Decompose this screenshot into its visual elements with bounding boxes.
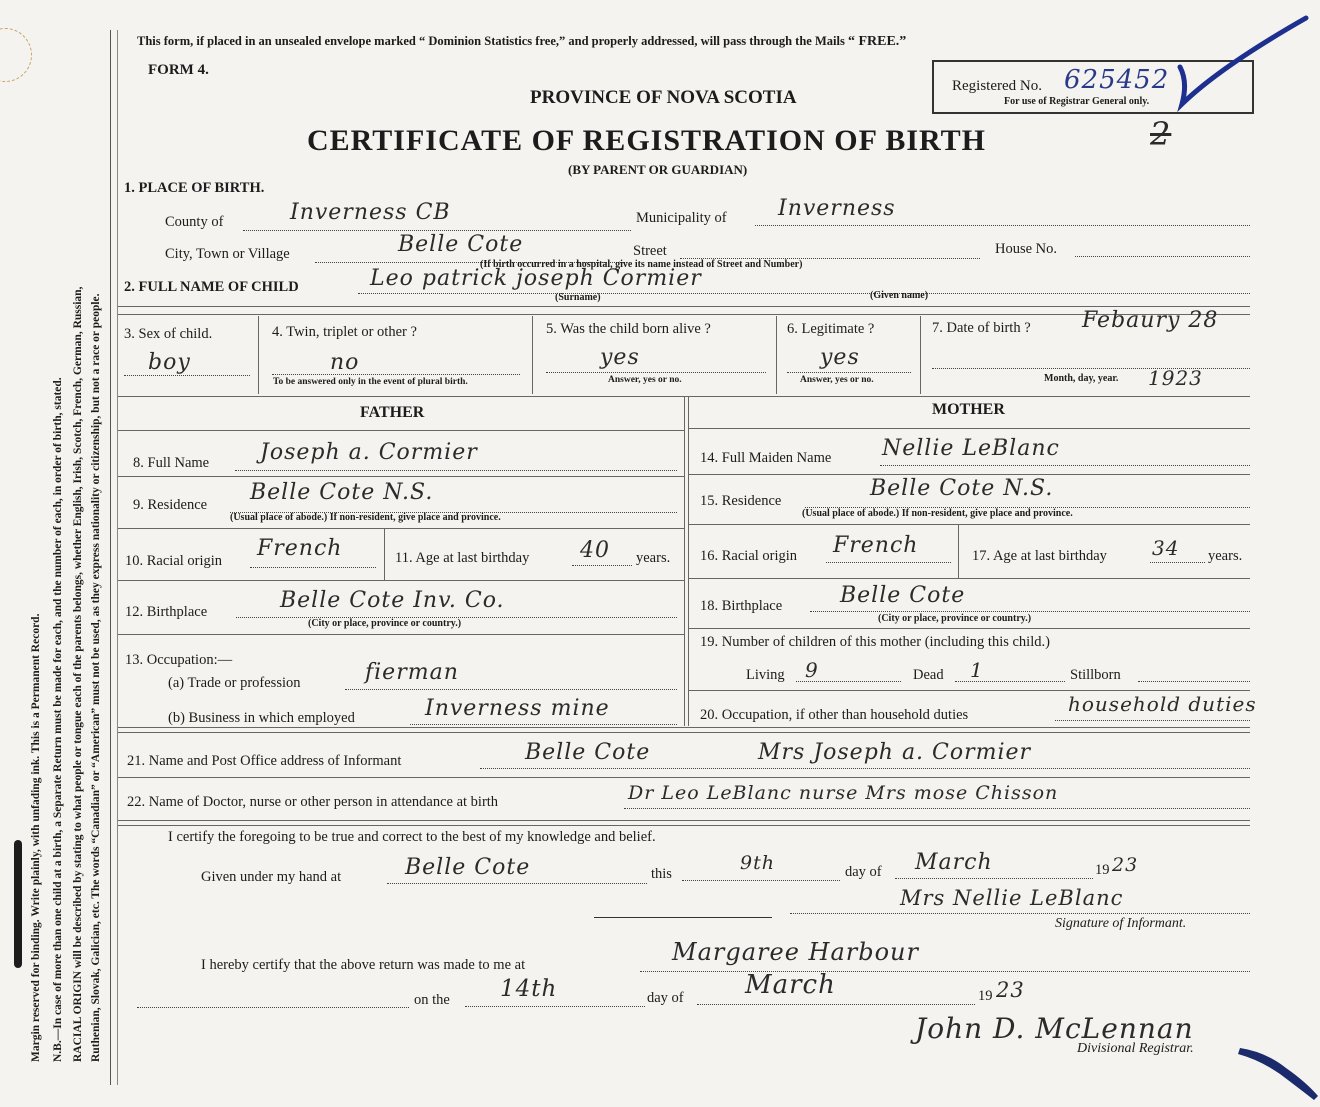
dead-value: 1 bbox=[970, 658, 984, 682]
divider-section-2 bbox=[118, 306, 1250, 307]
mother-children-rule bbox=[688, 690, 1250, 691]
mother-age-value: 34 bbox=[1152, 536, 1180, 560]
registrar-on-the-label: on the bbox=[414, 992, 450, 1008]
father-residence-note: (Usual place of abode.) If non-resident, give place and province. bbox=[230, 512, 501, 523]
mother-age-line bbox=[1150, 562, 1205, 563]
mother-residence-note: (Usual place of abode.) If non-resident, give place and province. bbox=[802, 508, 1073, 519]
born-alive-line bbox=[546, 372, 766, 373]
binding-margin-line-2 bbox=[117, 30, 118, 1085]
father-business-value: Inverness mine bbox=[425, 696, 610, 721]
sex-value: boy bbox=[148, 350, 191, 375]
father-business-line bbox=[410, 724, 677, 725]
mother-birthplace-note: (City or place, province or country.) bbox=[878, 613, 1032, 624]
informant-signature-value: Mrs Nellie LeBlanc bbox=[900, 886, 1124, 910]
born-alive-label: 5. Was the child born alive ? bbox=[546, 321, 711, 337]
child-name-value: Leo patrick joseph Cormier bbox=[370, 266, 702, 291]
divider-alive-legit bbox=[776, 316, 777, 394]
father-trade-line bbox=[345, 689, 677, 690]
margin-note-multiple-birth: N.B.—In case of more than one child at a birth, a Separate Return must be made for each, and the number of each, in order of birth, stated. bbox=[52, 377, 64, 1062]
twin-note: To be answered only in the event of plural birth. bbox=[273, 377, 468, 387]
registered-number-value: 625452 bbox=[1064, 65, 1170, 95]
registrar-note: For use of Registrar General only. bbox=[1004, 96, 1150, 107]
registrar-statement: I hereby certify that the above return was made to me at bbox=[201, 957, 526, 973]
city-value: Belle Cote bbox=[398, 232, 524, 257]
mother-occupation-value: household duties bbox=[1068, 692, 1257, 716]
date-of-birth-label: 7. Date of birth ? bbox=[932, 320, 1031, 336]
corner-mark: 2 bbox=[1150, 115, 1172, 153]
informant-signature-line bbox=[790, 913, 1250, 914]
informant-rule bbox=[118, 777, 1250, 778]
father-birthplace-label: 12. Birthplace bbox=[125, 604, 208, 620]
informant-line bbox=[480, 768, 1250, 769]
hospital-note: (If birth occurred in a hospital, give its name instead of Street and Number) bbox=[480, 259, 803, 270]
registrar-lead-line bbox=[137, 1007, 409, 1008]
registered-label: Registered No. bbox=[952, 78, 1042, 94]
mother-residence-rule bbox=[688, 524, 1250, 525]
father-racial-age-divider bbox=[384, 528, 385, 580]
mother-age-label: 17. Age at last birthday bbox=[972, 548, 1107, 564]
father-age-value: 40 bbox=[580, 538, 610, 563]
check-mark-icon bbox=[1170, 12, 1310, 112]
given-place-value: Belle Cote bbox=[405, 855, 531, 880]
registrar-place-line bbox=[640, 971, 1250, 972]
father-age-unit: years. bbox=[636, 550, 671, 566]
registrar-day-value: 14th bbox=[500, 976, 558, 1002]
house-number-line bbox=[1075, 256, 1250, 257]
cert-month-line bbox=[895, 878, 1093, 879]
informant-signature-label: Signature of Informant. bbox=[1055, 916, 1187, 931]
municipality-label: Municipality of bbox=[636, 210, 727, 226]
informant-name-value: Mrs Joseph a. Cormier bbox=[758, 740, 1032, 765]
municipality-line bbox=[755, 225, 1250, 226]
mother-birthplace-line bbox=[810, 611, 1250, 612]
mother-heading: MOTHER bbox=[932, 401, 1005, 418]
father-birthplace-rule bbox=[118, 634, 684, 635]
registrar-year-value: 23 bbox=[996, 978, 1025, 1002]
father-racial-line bbox=[250, 567, 376, 568]
legitimate-note: Answer, yes or no. bbox=[800, 375, 874, 385]
date-of-birth-note: Month, day, year. bbox=[1044, 373, 1119, 384]
registrar-day-of-label: day of bbox=[647, 990, 684, 1006]
date-of-birth-value: Febaury 28 bbox=[1082, 308, 1219, 333]
certification-statement: I certify the foregoing to be true and correct to the best of my knowledge and belief. bbox=[168, 829, 656, 845]
city-label: City, Town or Village bbox=[165, 246, 290, 262]
divider-section-3-top bbox=[118, 314, 1250, 315]
father-racial-label: 10. Racial origin bbox=[125, 553, 223, 569]
father-age-label: 11. Age at last birthday bbox=[395, 550, 530, 566]
registrar-signature-value: John D. McLennan bbox=[915, 1012, 1194, 1045]
registrar-year-prefix: 19 bbox=[978, 988, 993, 1004]
legitimate-line bbox=[787, 372, 911, 373]
father-occupation-label: 13. Occupation:— bbox=[125, 652, 233, 668]
divider-father-mother bbox=[684, 396, 685, 726]
mother-birthplace-value: Belle Cote bbox=[840, 583, 966, 608]
this-label: this bbox=[651, 866, 672, 882]
ink-mark-margin bbox=[14, 840, 22, 968]
divider-sex-twin bbox=[258, 316, 259, 394]
mother-residence-label: 15. Residence bbox=[700, 493, 782, 509]
informant-place-value: Belle Cote bbox=[525, 740, 651, 765]
certificate-subtitle: (BY PARENT OR GUARDIAN) bbox=[568, 162, 748, 177]
doctor-line bbox=[624, 808, 1250, 809]
doctor-label: 22. Name of Doctor, nurse or other person in attendance at birth bbox=[127, 794, 499, 810]
living-value: 9 bbox=[805, 658, 819, 682]
cert-year-value: 23 bbox=[1112, 854, 1139, 876]
divider-twin-alive bbox=[532, 316, 533, 394]
father-residence-value: Belle Cote N.S. bbox=[250, 480, 434, 505]
divider-father-mother-2 bbox=[688, 396, 689, 726]
father-name-rule bbox=[118, 476, 684, 477]
mother-age-unit: years. bbox=[1208, 548, 1243, 564]
county-label: County of bbox=[165, 214, 224, 230]
house-number-label: House No. bbox=[995, 241, 1058, 257]
father-residence-rule bbox=[118, 528, 684, 529]
cert-day-of-label: day of bbox=[845, 864, 882, 880]
registrar-day-line bbox=[465, 1006, 645, 1007]
legitimate-value: yes bbox=[820, 345, 860, 370]
mother-heading-rule bbox=[688, 428, 1250, 429]
mail-free: “ FREE.” bbox=[847, 34, 907, 49]
mother-birthplace-rule bbox=[688, 628, 1250, 629]
mother-name-line bbox=[880, 465, 1250, 466]
mother-occupation-line bbox=[1055, 720, 1250, 721]
margin-note-racial-origin-cont: Ruthenian, Slovak, Galician, etc. The words “Canadian” or “American” must not be used, as they express nationality or citizenship, but not a race or people. bbox=[90, 293, 102, 1062]
mother-occupation-label: 20. Occupation, if other than household duties bbox=[700, 707, 969, 723]
registrar-signature-label: Divisional Registrar. bbox=[1077, 1041, 1194, 1056]
legitimate-label: 6. Legitimate ? bbox=[787, 321, 875, 337]
father-racial-rule bbox=[118, 580, 684, 581]
cert-year-prefix: 19 bbox=[1095, 862, 1110, 878]
county-value: Inverness CB bbox=[290, 200, 451, 225]
twin-line bbox=[272, 374, 520, 375]
given-under-label: Given under my hand at bbox=[201, 869, 342, 885]
doctor-rule-2 bbox=[118, 825, 1250, 826]
given-name-note: (Given name) bbox=[870, 290, 929, 301]
registrar-month-line bbox=[697, 1004, 975, 1005]
margin-note-binding: Margin reserved for binding. Write plainly, with unfading ink. This is a Permanent Record. bbox=[30, 613, 42, 1062]
divider-parents-bottom bbox=[118, 727, 1250, 728]
place-of-birth-heading: 1. PLACE OF BIRTH. bbox=[124, 180, 265, 196]
father-residence-label: 9. Residence bbox=[133, 497, 208, 513]
registrar-month-value: March bbox=[745, 970, 836, 1000]
mother-birthplace-label: 18. Birthplace bbox=[700, 598, 783, 614]
date-of-birth-year: 1923 bbox=[1148, 366, 1203, 390]
municipality-value: Inverness bbox=[778, 196, 896, 221]
mother-name-value: Nellie LeBlanc bbox=[882, 436, 1060, 461]
father-name-line bbox=[235, 470, 677, 471]
twin-label: 4. Twin, triplet or other ? bbox=[272, 324, 417, 340]
mail-notice: This form, if placed in an unsealed envelope marked “ Dominion Statistics free,” and properly addressed, will pass through the Mails “ FREE.” bbox=[137, 34, 907, 49]
divider-parents-bottom-2 bbox=[118, 732, 1250, 733]
mother-racial-line bbox=[826, 562, 951, 563]
mother-racial-age-divider bbox=[958, 524, 959, 578]
father-heading-rule bbox=[118, 430, 684, 431]
born-alive-value: yes bbox=[600, 345, 640, 370]
twin-value: no bbox=[330, 350, 360, 375]
cert-month-value: March bbox=[915, 850, 993, 875]
binding-hole bbox=[0, 28, 32, 82]
county-line bbox=[243, 230, 631, 231]
province-title: PROVINCE OF NOVA SCOTIA bbox=[530, 87, 797, 108]
father-racial-value: French bbox=[257, 536, 343, 561]
stillborn-line bbox=[1138, 681, 1250, 682]
father-business-label: (b) Business in which employed bbox=[168, 710, 355, 726]
divider-legit-dob bbox=[920, 316, 921, 394]
dead-label: Dead bbox=[913, 667, 944, 683]
mother-children-label: 19. Number of children of this mother (including this child.) bbox=[700, 634, 1050, 650]
father-trade-label: (a) Trade or profession bbox=[168, 675, 301, 691]
informant-label: 21. Name and Post Office address of Informant bbox=[127, 753, 402, 769]
father-birthplace-value: Belle Cote Inv. Co. bbox=[280, 588, 505, 613]
doctor-rule bbox=[118, 820, 1250, 821]
born-alive-note: Answer, yes or no. bbox=[608, 375, 682, 385]
binding-margin-line bbox=[110, 30, 111, 1085]
mother-name-label: 14. Full Maiden Name bbox=[700, 450, 832, 466]
ink-blot-icon bbox=[1236, 1040, 1320, 1100]
sex-line bbox=[124, 375, 250, 376]
mother-racial-label: 16. Racial origin bbox=[700, 548, 798, 564]
mother-racial-value: French bbox=[833, 533, 919, 558]
surname-note: (Surname) bbox=[555, 292, 601, 303]
doctor-value: Dr Leo LeBlanc nurse Mrs mose Chisson bbox=[628, 782, 1059, 804]
street-label: Street bbox=[633, 243, 667, 259]
child-name-label: 2. FULL NAME OF CHILD bbox=[124, 279, 299, 295]
father-age-line bbox=[572, 565, 632, 566]
margin-note-racial-origin: RACIAL ORIGIN will be described by stating to what people or tongue each of the parents belongs, whether English, Irish, Scotch, French, German, Russian, bbox=[72, 286, 84, 1062]
child-name-line bbox=[358, 293, 1250, 294]
form-number: FORM 4. bbox=[148, 62, 209, 78]
father-name-value: Joseph a. Cormier bbox=[260, 440, 478, 465]
father-name-label: 8. Full Name bbox=[133, 455, 210, 471]
father-heading: FATHER bbox=[360, 404, 425, 421]
mother-racial-rule bbox=[688, 578, 1250, 579]
sex-label: 3. Sex of child. bbox=[124, 326, 213, 342]
father-birthplace-note: (City or place, province or country.) bbox=[308, 618, 462, 629]
registrar-place-value: Margaree Harbour bbox=[672, 938, 919, 966]
mother-name-rule bbox=[688, 474, 1250, 475]
mother-residence-value: Belle Cote N.S. bbox=[870, 476, 1054, 501]
cert-day-line bbox=[682, 880, 840, 881]
cert-day-value: 9th bbox=[740, 852, 775, 874]
stillborn-label: Stillborn bbox=[1070, 667, 1121, 683]
given-place-line bbox=[387, 883, 647, 884]
father-trade-value: fierman bbox=[365, 660, 459, 685]
certificate-title: CERTIFICATE OF REGISTRATION OF BIRTH bbox=[307, 124, 986, 157]
living-label: Living bbox=[746, 667, 785, 683]
cert-blank-rule bbox=[594, 917, 772, 918]
